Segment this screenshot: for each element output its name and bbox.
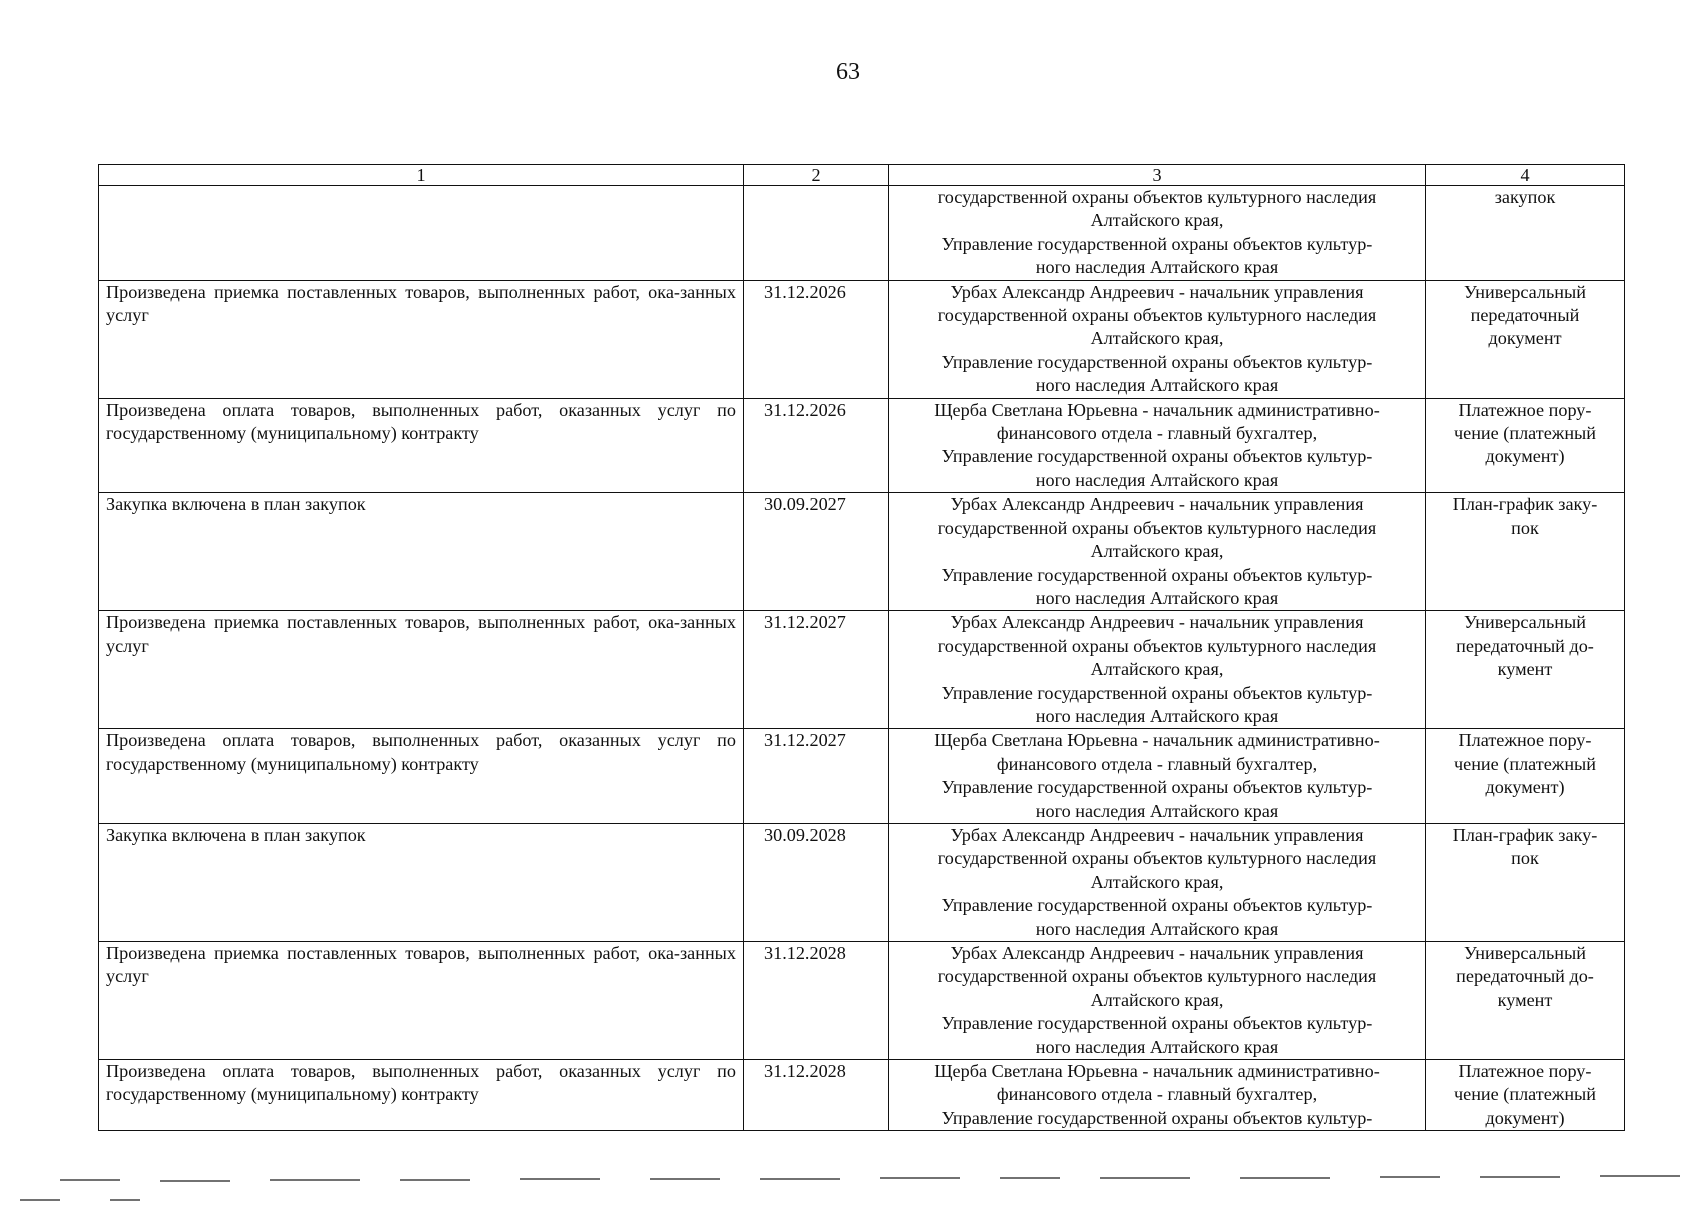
document-line: документ) [1485,1107,1565,1128]
responsible-cell [889,1060,1426,1131]
event-cell [99,186,744,281]
document-line: кумент [1497,659,1553,680]
responsible-line: Управление государственной охраны объектов культур- [941,1107,1373,1128]
responsible-line: государственной охраны объектов культурного наследия [937,187,1377,207]
table-row [99,186,1625,281]
document-line: чение (платежный [1453,753,1597,774]
document-line: передаточный до- [1456,635,1594,656]
document-line: передаточный до- [1456,966,1594,987]
document-line: документ) [1485,777,1565,798]
document-line: кумент [1497,989,1553,1010]
table-row [99,1060,1625,1131]
column-number-header: 1 [99,165,744,186]
column-number-header: 2 [744,165,889,186]
responsible-line: Алтайского края, [1090,659,1224,680]
responsible-line: Урбах Александр Андреевич - начальник управления [950,612,1364,633]
document-cell [1426,493,1625,611]
document-line: Платежное пору- [1458,730,1592,751]
event-cell: Произведена приемка поставленных товаров, выполненных работ, ока-занных услуг [99,942,744,1060]
column-number-header: 3 [889,165,1426,186]
responsible-line: ного наследия Алтайского края [1035,375,1279,396]
responsible-cell [889,823,1426,941]
responsible-line: ного наследия Алтайского края [1035,1036,1279,1057]
document-line: чение (платежный [1453,1084,1597,1105]
responsible-line: Управление государственной охраны объектов культур- [941,1013,1373,1034]
document-cell [1426,280,1625,398]
table-row [99,493,1625,611]
table-row [99,729,1625,824]
document-cell [1426,186,1625,281]
responsible-cell [889,398,1426,493]
date-cell: 31.12.2026 [744,398,889,493]
responsible-line: государственной охраны объектов культурного наследия [937,966,1377,987]
document-line: чение (платежный [1453,423,1597,444]
responsible-line: Щерба Светлана Юрьевна - начальник административно- [934,730,1380,751]
date-cell: 30.09.2027 [744,493,889,611]
date-cell: 31.12.2028 [744,942,889,1060]
responsible-line: Урбах Александр Андреевич - начальник управления [950,943,1364,963]
responsible-line: Алтайского края, [1090,989,1224,1010]
responsible-line: Управление государственной охраны объектов культур- [941,777,1373,798]
table-row [99,280,1625,398]
date-cell: 31.12.2027 [744,611,889,729]
responsible-line: государственной охраны объектов культурного наследия [937,635,1377,656]
responsible-line: ного наследия Алтайского края [1035,469,1279,490]
document-line: пок [1511,517,1539,538]
responsible-line: финансового отдела - главный бухгалтер, [996,753,1318,774]
responsible-cell [889,186,1426,281]
responsible-line: ного наследия Алтайского края [1035,257,1279,278]
event-cell: Произведена приемка поставленных товаров, выполненных работ, ока-занных услуг [99,611,744,729]
table-body [99,186,1625,1131]
responsible-line: Управление государственной охраны объектов культур- [941,895,1373,916]
responsible-line: ного наследия Алтайского края [1035,800,1279,821]
document-cell [1426,611,1625,729]
responsible-line: Управление государственной охраны объектов культур- [941,351,1373,372]
date-cell: 31.12.2027 [744,729,889,824]
event-cell: Произведена оплата товаров, выполненных работ, оказанных услуг по государственному (муниципальному) контракту [99,729,744,824]
document-line: План-график заку- [1452,494,1598,515]
date-cell: 30.09.2028 [744,823,889,941]
responsible-line: ного наследия Алтайского края [1035,918,1279,939]
responsible-line: финансового отдела - главный бухгалтер, [996,423,1318,444]
column-number-row [99,165,1625,186]
responsible-line: ного наследия Алтайского края [1035,587,1279,608]
document-line: документ [1488,328,1562,349]
responsible-line: Урбах Александр Андреевич - начальник управления [950,281,1364,302]
date-cell: 31.12.2028 [744,1060,889,1131]
responsible-line: государственной охраны объектов культурного наследия [937,517,1377,538]
responsible-line: Управление государственной охраны объектов культур- [941,564,1373,585]
document-cell [1426,1060,1625,1131]
scan-artifact-lines [0,1170,1696,1210]
document-line: пок [1511,848,1539,869]
responsible-line: Управление государственной охраны объектов культур- [941,233,1373,254]
document-line: Универсальный [1464,943,1586,963]
responsible-line: финансового отдела - главный бухгалтер, [996,1084,1318,1105]
document-cell [1426,823,1625,941]
responsible-line: Щерба Светлана Юрьевна - начальник административно- [934,399,1380,420]
responsible-line: ного наследия Алтайского края [1035,705,1279,726]
responsible-cell [889,942,1426,1060]
page-number: 63 [836,59,860,85]
responsible-line: Управление государственной охраны объектов культур- [941,682,1373,703]
document-line: Платежное пору- [1458,1061,1592,1082]
date-cell [744,186,889,281]
responsible-line: Управление государственной охраны объектов культур- [941,446,1373,467]
event-cell: Закупка включена в план закупок [99,493,744,611]
responsible-line: государственной охраны объектов культурного наследия [937,305,1377,326]
document-line: передаточный [1470,305,1580,326]
responsible-line: Алтайского края, [1090,210,1224,231]
document-line: Платежное пору- [1458,399,1592,420]
table-row [99,611,1625,729]
responsible-cell [889,280,1426,398]
document-cell [1426,729,1625,824]
responsible-line: Алтайского края, [1090,871,1224,892]
column-number-header: 4 [1426,165,1625,186]
date-cell: 31.12.2026 [744,280,889,398]
responsible-line: Алтайского края, [1090,541,1224,562]
responsible-line: Щерба Светлана Юрьевна - начальник административно- [934,1061,1380,1082]
responsible-line: государственной охраны объектов культурного наследия [937,848,1377,869]
document-line: План-график заку- [1452,824,1598,845]
document-cell [1426,398,1625,493]
plan-table [98,164,1625,1131]
responsible-line: Урбах Александр Андреевич - начальник управления [950,494,1364,515]
responsible-cell [889,611,1426,729]
event-cell: Произведена оплата товаров, выполненных работ, оказанных услуг по государственному (муниципальному) контракту [99,1060,744,1131]
document-line: Универсальный [1464,281,1586,302]
event-cell: Закупка включена в план закупок [99,823,744,941]
responsible-line: Алтайского края, [1090,328,1224,349]
event-cell: Произведена приемка поставленных товаров, выполненных работ, ока-занных услуг [99,280,744,398]
table-row [99,942,1625,1060]
table-row [99,823,1625,941]
responsible-line: Урбах Александр Андреевич - начальник управления [950,824,1364,845]
document-line: документ) [1485,446,1565,467]
event-cell: Произведена оплата товаров, выполненных работ, оказанных услуг по государственному (муниципальному) контракту [99,398,744,493]
responsible-cell [889,493,1426,611]
document-cell [1426,942,1625,1060]
document-line: закупок [1494,187,1556,207]
responsible-cell [889,729,1426,824]
table-row [99,398,1625,493]
document-line: Универсальный [1464,612,1586,633]
